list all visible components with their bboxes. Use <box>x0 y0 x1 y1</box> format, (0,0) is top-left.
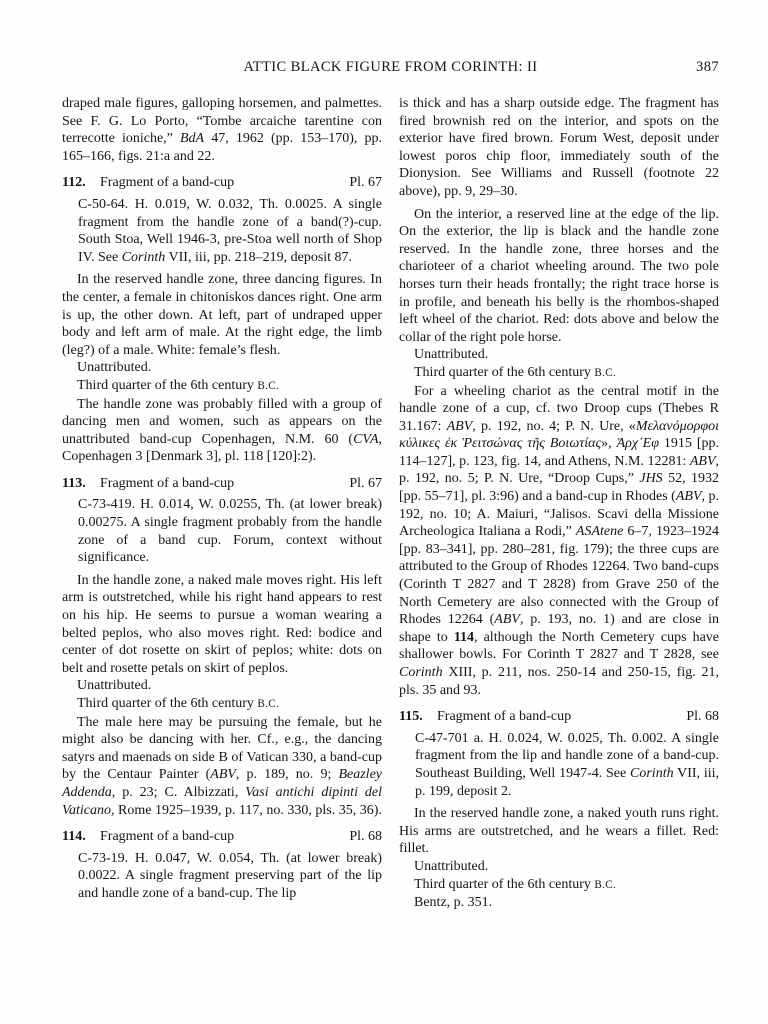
text: is thick and has a sharp outside edge. The fragment has fired brownish red on the interior, and spots on the exterior have fired brown. Forum West, deposit under lowest poros chip floor, immediately south of the Dionysion. See Williams and Russell (footnote 22 above), pp. 9, 29–30. <box>399 96 719 199</box>
entry-number: 115. <box>399 709 423 725</box>
italic-text: CVA <box>353 431 379 447</box>
entry-title: Fragment of a band-cup <box>100 829 235 845</box>
text: The male here may be pursuing the female, but he might also be dancing with her. Cf., e.g., the dancing satyrs and maenads on side B of Vatican 330, a band-cup by the Centaur Painter ( <box>62 714 382 783</box>
text: In the handle zone, a naked male moves right. His left arm is outstretched, while his right hand appears to rest on his hip. He seems to pursue a woman wearing a belted peplos, who also moves right. Red: bodice and center of dot rosette on skirt of peplos; white: dots on belt and rosette petals on skirt of peplos. <box>62 572 382 676</box>
text: », <box>601 436 617 452</box>
text: Bentz, p. 351. <box>414 895 493 911</box>
text: Unattributed. <box>77 360 152 376</box>
catalog-description <box>78 196 382 266</box>
entry-number: 114. <box>62 829 86 845</box>
commentary-paragraph <box>62 396 382 466</box>
entry-number: 112. <box>62 175 86 191</box>
text: Unattributed. <box>414 347 489 363</box>
text: For a wheeling chariot as the central motif in the handle zone of a cup, cf. two Droop cups (Thebes R 31.167: <box>399 383 719 434</box>
text: Third quarter of the 6th century <box>77 696 258 711</box>
italic-text: ASAtene <box>575 524 624 540</box>
text: C-47-701 a. H. 0.024, W. 0.025, Th. 0.002. A single fragment from the lip and handle zone of a band-cup. Southeast Building, Well 1947-4. See <box>415 730 719 781</box>
small-caps-text: B.C. <box>594 366 617 379</box>
italic-text: Corinth <box>630 765 674 781</box>
italic-text: Vasi antichi dipinti del Vaticano <box>62 784 383 818</box>
attribution-line <box>62 677 382 695</box>
small-caps-text: B.C. <box>257 698 280 710</box>
text: , p. 192, no. 10; A. Maiuri, “Jalisos. Scavi della Missione Archeologica Italiana a Rodi,” <box>399 489 719 540</box>
attribution-line <box>399 858 719 876</box>
entry-title: Fragment of a band-cup <box>437 709 572 725</box>
text: Unattributed. <box>414 858 489 874</box>
text: 47, 1962 (pp. 153–170), pp. 165–166, figs. 21:a and 22. <box>62 131 382 164</box>
text: In the reserved handle zone, three dancing figures. In the center, a female in chitoniskos dances right. One arm is up, the other down. At left, part of undraped upper body and left arm of male. At the right edge, the limb (leg?) of a male. White: female’s flesh. <box>62 272 382 358</box>
continuation-paragraph <box>399 95 719 201</box>
dating-line <box>62 695 382 714</box>
text: On the interior, a reserved line at the edge of the lip. On the exterior, the lip is black and the handle zone reserved. In the handle zone, three horses and the charioteer of a chariot wheeling around. The two pole horses turn their heads frontally; the right trace horse is in profile, and beneath his belly is the rhombos-shaped left wheel of the chariot. Red: dots above and below the collar of the right pole horse. <box>399 206 719 345</box>
italic-text: Beazley Addenda <box>62 767 382 800</box>
continuation-paragraph <box>62 95 382 165</box>
right-column <box>399 95 719 912</box>
italic-text: Μελανόμορφοι κύλικες ἐκ Ῥειτσώνας τῆς Βοιωτίας <box>399 418 719 452</box>
two-column-text <box>62 95 719 912</box>
text: 6–7, 1923–1924 [pp. 83–341], pp. 280–281, fig. 179); the three cups are attributed to the Group of Rhodes 12264. Two band-cups (Corinth T 2827 and T 2828) from Grave 250 of the North Cemetery are also connected with the Group of Rhodes 12264 ( <box>399 524 719 628</box>
catalog-entry-heading <box>62 174 382 192</box>
catalog-description <box>78 850 382 903</box>
bold-text: 114 <box>453 629 475 645</box>
text: XIII, p. 211, nos. 250-14 and 250-15, fig. 21, pls. 35 and 93. <box>399 665 719 698</box>
catalog-description <box>415 730 719 800</box>
entry-number: 113. <box>62 475 86 491</box>
catalog-entry-heading <box>62 828 382 846</box>
italic-text: Corinth <box>121 249 166 265</box>
text: draped male figures, galloping horsemen, and palmettes. See F. G. Lo Porto, “Tombe arcaiche tarentine con terrecotte ioniche,” <box>62 96 382 147</box>
text: , p. 23; C. Albizzati, <box>111 784 246 800</box>
plate-reference: Pl. 68 <box>686 709 719 725</box>
dating-line <box>62 377 382 396</box>
text: , p. 192, no. 4; P. N. Ure, « <box>472 418 636 434</box>
catalog-entry-heading <box>62 475 382 493</box>
page-number: 387 <box>696 59 719 75</box>
text: VII, iii, p. 199, deposit 2. <box>415 765 719 799</box>
text: C-50-64. H. 0.019, W. 0.032, Th. 0.0025. A single fragment from the handle zone of a band(?)-cup. South Stoa, Well 1946-3, pre-Stoa well north of Shop IV. See <box>78 196 382 265</box>
plate-reference: Pl. 67 <box>349 175 382 191</box>
text: In the reserved handle zone, a naked youth runs right. His arms are outstretched, and he wears a fillet. Red: fillet. <box>399 806 719 857</box>
text: C-73-19. H. 0.047, W. 0.054, Th. (at lower break) 0.0022. A single fragment preserving part of the lip and handle zone of a band-cup. The lip <box>78 850 382 901</box>
scene-description <box>62 572 382 678</box>
italic-text: ABV <box>210 767 236 783</box>
text: Third quarter of the 6th century <box>414 364 595 380</box>
italic-text: Corinth <box>399 665 443 680</box>
italic-text: JHS <box>639 471 663 487</box>
running-head-title: ATTIC BLACK FIGURE FROM CORINTH: II <box>243 59 538 75</box>
plate-reference: Pl. 67 <box>349 475 382 491</box>
text: , Copenhagen 3 [Denmark 3], pl. 118 [120]:2). <box>62 431 382 465</box>
italic-text: BdA <box>180 131 205 147</box>
left-column <box>62 95 382 912</box>
text: , p. 192, no. 5; P. N. Ure, “Droop Cups,” <box>399 453 719 487</box>
text: , p. 193, no. 1) and are close in shape to <box>399 612 719 645</box>
text: C-73-419. H. 0.014, W. 0.0255, Th. (at lower break) 0.00275. A single fragment probably from the handle zone of a band cup. Forum, context without significance. <box>78 497 382 566</box>
commentary-paragraph <box>399 383 719 700</box>
catalog-entry-heading <box>399 708 719 726</box>
entry-title: Fragment of a band-cup <box>100 475 235 491</box>
text: , Rome 1925–1939, p. 117, no. 330, pls. 35, 36). <box>111 802 382 818</box>
commentary-paragraph <box>62 714 382 820</box>
running-head <box>62 58 719 76</box>
small-caps-text: B.C. <box>257 379 280 392</box>
italic-text: ABV <box>689 453 716 469</box>
reference-line <box>399 894 719 912</box>
small-caps-text: B.C. <box>594 878 617 891</box>
entry-title: Fragment of a band-cup <box>100 175 235 191</box>
italic-text: ABV <box>675 489 702 505</box>
dating-line <box>399 364 719 383</box>
text: Third quarter of the 6th century <box>77 377 258 393</box>
italic-text: ABV <box>494 612 520 628</box>
italic-text: ABV <box>446 418 473 434</box>
plate-reference: Pl. 68 <box>349 829 382 845</box>
text: 1915 [pp. 114–127], p. 123, fig. 14, and Athens, N.M. 12281: <box>399 436 719 469</box>
text: The handle zone was probably filled with a group of dancing men and women, such as appears on the unattributed band-cup Copenhagen, N.M. 60 ( <box>62 396 382 447</box>
text: Third quarter of the 6th century <box>414 876 595 892</box>
scene-description <box>62 271 382 359</box>
text: 52, 1932 [pp. 55–71], pl. 3:96) and a band-cup in Rhodes ( <box>399 471 719 505</box>
text: , although the North Cemetery cups have shallower bowls. For Corinth T 2827 and T 2828, see <box>399 629 719 663</box>
scene-description <box>399 206 719 347</box>
dating-line <box>399 876 719 895</box>
scene-description <box>399 805 719 858</box>
attribution-line <box>62 359 382 377</box>
italic-text: Ἀρχ᾽Εφ <box>616 436 659 452</box>
text: VII, iii, pp. 218–219, deposit 87. <box>165 249 353 265</box>
attribution-line <box>399 346 719 364</box>
text: Unattributed. <box>77 678 152 694</box>
text: , p. 189, no. 9; <box>235 767 339 783</box>
catalog-description <box>78 496 382 566</box>
